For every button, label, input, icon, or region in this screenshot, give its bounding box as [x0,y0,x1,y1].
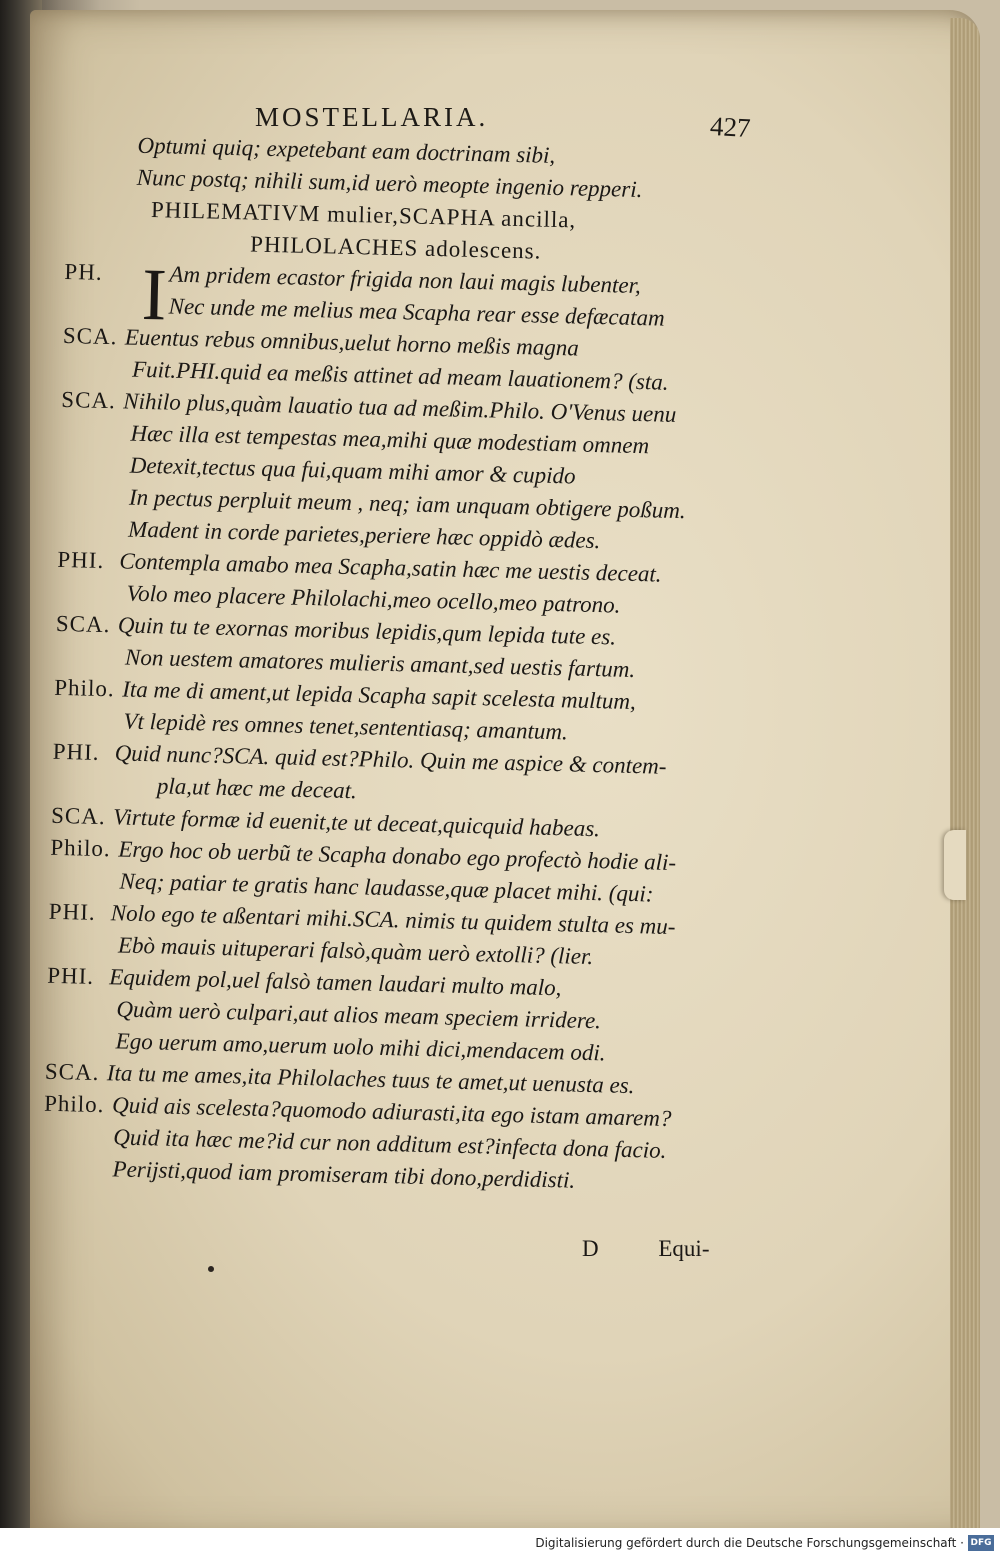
line-text: Hæc illa est tempestas mea,mihi quæ modestiam omnem [130,420,650,459]
line-text: Euentus rebus omnibus,uelut horno meßis magna [124,324,580,361]
speaker-label: PH. [64,258,103,285]
line-text: Madent in corde parietes,periere hæc oppidò ædes. [127,516,601,554]
catchword-row [582,1236,763,1262]
line-text: Non uestem amatores mulieris amant,sed uestis fartum. [124,644,636,683]
line-text: Optumi quiq; expetebant eam doctrinam sibi, [137,132,556,168]
line-text: Contempla amabo mea Scapha,satin hæc me uestis deceat. [119,548,662,587]
speaker-label: SCA. [55,610,111,638]
line-text: Fuit.PHI.quid ea meßis attinet ad meam lauationem? (sta. [131,356,669,395]
speaker-label: SCA. [61,386,117,414]
line-text: Quid nunc?SCA. quid est?Philo. Quin me aspice & contem- [114,740,667,779]
line-text: Nunc postq; nihili sum,id uerò meopte ingenio repperi. [136,164,643,203]
line-text: Ita me di ament,ut lepida Scapha sapit scelesta multum, [122,676,637,715]
line-text: pla,ut hæc me deceat. [156,773,358,804]
line-text: PHILEMATIVM mulier,SCAPHA ancilla, [150,197,577,233]
line-text: Nolo ego te aßentari mihi.SCA. nimis tu quidem stulta es mu- [110,900,676,940]
line-text: Quid ita hæc me?id cur non additum est?infecta dona facio. [113,1124,667,1163]
speaker-label: SCA. [62,322,118,350]
line-text: Vt lepidè res omnes tenet,sententiasq; amantum. [123,708,569,745]
line-text: Am pridem ecastor frigida non laui magis lubenter, [169,261,642,299]
speaker-label: Philo. [43,1090,105,1118]
line-text: In pectus perpluit meum , neq; iam unquam obtigere poßum. [128,484,686,524]
line-text: PHILOLACHES adolescens. [249,231,542,264]
speaker-label: SCA. [44,1058,100,1086]
dfg-logo: DFG [968,1535,994,1551]
line-text: Nihilo plus,quàm lauatio tua ad meßim.Philo. O'Venus uenu [123,388,677,427]
line-text: Equidem pol,uel falsò tamen laudari multo malo, [108,964,562,1001]
catchword: Equi- [658,1236,710,1261]
thumb-tab [944,830,966,900]
ink-spot [208,1266,214,1272]
line-text: Nec unde me melius mea Scapha rear esse defæcatam [168,293,665,331]
footer-bar [0,1528,1000,1556]
speaker-label: PHI. [48,898,96,925]
line-text: Quàm uerò culpari,aut alios meam speciem irridere. [116,996,602,1034]
page-number: 427 [709,110,752,144]
speaker-label: PHI. [57,546,105,574]
line-text: Detexit,tectus qua fui,quam mihi amor & cupido [129,452,576,489]
line-text: Quid ais scelesta?quomodo adiurasti,ita ego istam amarem? [111,1092,672,1132]
speaker-label: SCA. [50,802,106,830]
page-fore-edge [950,18,980,1548]
line-text: Ego uerum amo,uerum uolo mihi dici,mendacem odi. [115,1028,606,1066]
line-text: Ergo hoc ob uerbũ te Scapha donabo ego profectò hodie ali- [118,836,677,876]
running-head: MOSTELLARIA. [255,102,489,132]
line-text: Quin tu te exornas moribus lepidis,qum lepida tute es. [117,612,617,650]
speaker-label: Philo. [50,834,112,862]
speaker-label: PHI. [46,962,95,989]
text-block [42,128,768,1201]
line-text: Virtute formæ id euenit,te ut deceat,quicquid habeas. [112,804,601,842]
line-text: Perijsti,quod iam promiseram tibi dono,perdidisti. [112,1156,576,1193]
line-text: Ebò mauis uituperari falsò,quàm uerò extolli? (lier. [117,932,594,970]
line-text: Neq; patiar te gratis hanc laudasse,quæ placet mihi. (qui: [119,868,654,907]
speaker-label: Philo. [54,674,115,702]
signature-mark: D [582,1236,599,1261]
speaker-label: PHI. [52,738,100,765]
funding-credit: Digitalisierung gefördert durch die Deutsche Forschungsgemeinschaft · [535,1536,964,1550]
drop-cap: I [140,253,168,337]
line-text: Ita tu me ames,ita Philolaches tuus te amet,ut uenusta es. [106,1060,635,1099]
line-text: Volo meo placere Philolachi,meo ocello,meo patrono. [126,580,621,618]
